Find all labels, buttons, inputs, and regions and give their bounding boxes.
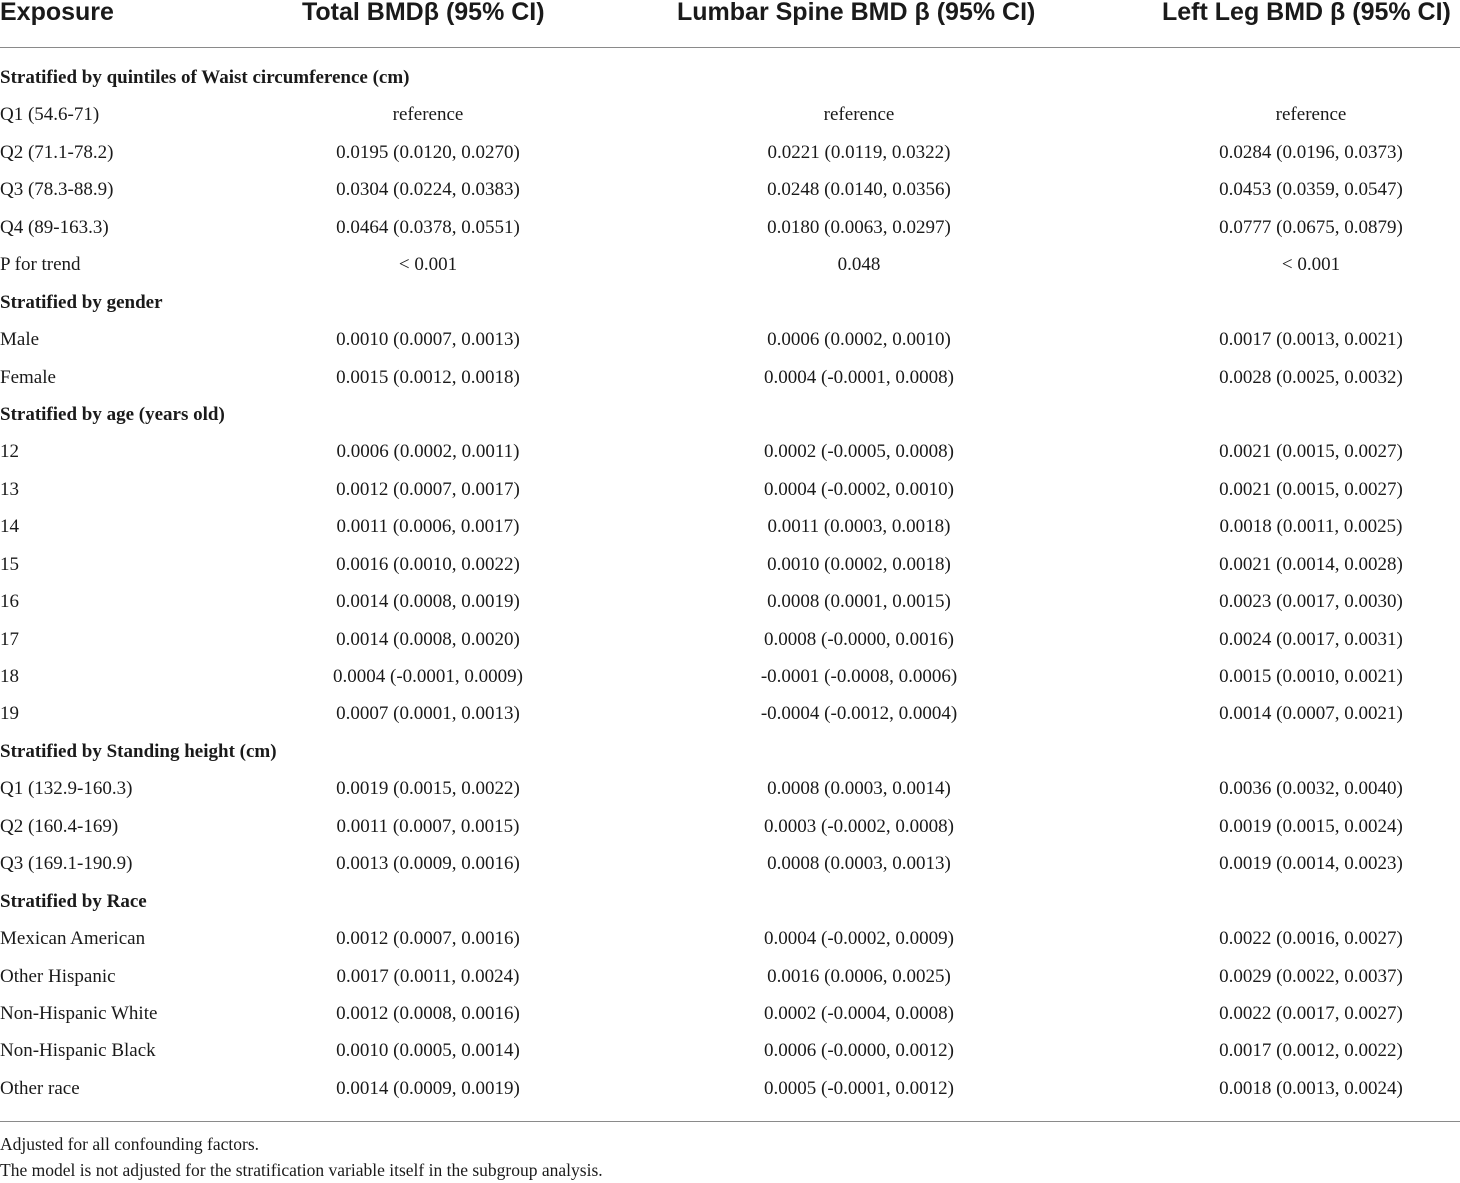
- total-bmd-value: 0.0012 (0.0008, 0.0016): [336, 1002, 520, 1024]
- lumbar-bmd-value: 0.0221 (0.0119, 0.0322): [767, 141, 951, 163]
- table-row: [0, 96, 1460, 133]
- left-leg-bmd-value: 0.0029 (0.0022, 0.0037): [1219, 965, 1403, 987]
- exposure-label: 17: [0, 628, 19, 650]
- left-leg-bmd-value: 0.0015 (0.0010, 0.0021): [1219, 666, 1403, 687]
- total-bmd-value: 0.0014 (0.0008, 0.0020): [336, 628, 520, 650]
- section-label: Stratified by quintiles of Waist circumference (cm): [0, 67, 410, 88]
- total-bmd-value: 0.0007 (0.0001, 0.0013): [336, 703, 520, 725]
- footnote-adjusted: Adjusted for all confounding factors.: [0, 1134, 260, 1154]
- lumbar-bmd-value: 0.0180 (0.0063, 0.0297): [767, 216, 951, 238]
- lumbar-bmd-value: 0.0008 (0.0003, 0.0014): [767, 778, 951, 800]
- lumbar-bmd-value: 0.0008 (-0.0000, 0.0016): [764, 628, 954, 650]
- total-bmd-value: 0.0010 (0.0007, 0.0013): [336, 329, 520, 351]
- lumbar-bmd-value: reference: [823, 104, 895, 126]
- exposure-label: 15: [0, 553, 19, 575]
- exposure-label: 19: [0, 703, 19, 725]
- table-row: [0, 546, 1460, 583]
- section-header-row: [0, 59, 1460, 96]
- lumbar-bmd-value: 0.0004 (-0.0002, 0.0009): [764, 928, 954, 950]
- table-header: [0, 0, 1460, 30]
- total-bmd-value: 0.0195 (0.0120, 0.0270): [336, 141, 520, 163]
- left-leg-bmd-value: 0.0018 (0.0013, 0.0024): [1219, 1077, 1403, 1099]
- table-row: [0, 134, 1460, 171]
- footnote-stratification: The model is not adjusted for the stratification variable itself in the subgroup analysis.: [0, 1160, 603, 1180]
- exposure-label: Q3 (169.1-190.9): [0, 853, 133, 875]
- total-bmd-value: 0.0015 (0.0012, 0.0018): [336, 366, 520, 388]
- section-header-row: [0, 284, 1460, 321]
- exposure-label: 13: [0, 478, 19, 500]
- header-lumbar-bmd: Lumbar Spine BMD β (95% CI): [677, 0, 1036, 26]
- lumbar-bmd-value: -0.0004 (-0.0012, 0.0004): [760, 703, 958, 725]
- lumbar-bmd-value: 0.0005 (-0.0001, 0.0012): [764, 1077, 954, 1099]
- total-bmd-value: < 0.001: [398, 254, 458, 276]
- table-row: [0, 770, 1460, 807]
- table-row: [0, 1032, 1460, 1069]
- lumbar-bmd-value: 0.0004 (-0.0001, 0.0008): [764, 366, 954, 388]
- table-body: [0, 59, 1460, 1107]
- table-row: [0, 658, 1460, 695]
- left-leg-bmd-value: 0.0019 (0.0014, 0.0023): [1219, 853, 1403, 875]
- table-row: [0, 995, 1460, 1032]
- total-bmd-value: 0.0010 (0.0005, 0.0014): [336, 1040, 520, 1062]
- lumbar-bmd-value: 0.0002 (-0.0005, 0.0008): [764, 441, 954, 463]
- lumbar-bmd-value: -0.0001 (-0.0008, 0.0006): [760, 666, 958, 687]
- total-bmd-value: 0.0004 (-0.0001, 0.0009): [333, 666, 523, 687]
- exposure-label: Non-Hispanic White: [0, 1002, 158, 1024]
- lumbar-bmd-value: 0.0010 (0.0002, 0.0018): [767, 553, 951, 575]
- lumbar-bmd-value: 0.0003 (-0.0002, 0.0008): [764, 815, 954, 837]
- left-leg-bmd-value: 0.0036 (0.0032, 0.0040): [1219, 778, 1403, 800]
- exposure-label: Q1 (132.9-160.3): [0, 778, 133, 800]
- exposure-label: 14: [0, 516, 19, 538]
- header-left-leg-bmd: Left Leg BMD β (95% CI): [1162, 0, 1451, 26]
- left-leg-bmd-value: 0.0018 (0.0011, 0.0025): [1219, 516, 1403, 538]
- left-leg-bmd-value: 0.0453 (0.0359, 0.0547): [1219, 179, 1403, 201]
- total-bmd-value: 0.0017 (0.0011, 0.0024): [336, 965, 520, 987]
- lumbar-bmd-value: 0.0016 (0.0006, 0.0025): [767, 965, 951, 987]
- left-leg-bmd-value: 0.0022 (0.0016, 0.0027): [1219, 928, 1403, 950]
- left-leg-bmd-value: 0.0284 (0.0196, 0.0373): [1219, 141, 1403, 163]
- table-row: [0, 433, 1460, 470]
- exposure-label: 18: [0, 666, 19, 687]
- left-leg-bmd-value: reference: [1275, 104, 1347, 126]
- table-footnotes: [0, 1131, 1460, 1183]
- left-leg-bmd-value: 0.0021 (0.0014, 0.0028): [1219, 553, 1403, 575]
- table-row: [0, 209, 1460, 246]
- lumbar-bmd-value: 0.0002 (-0.0004, 0.0008): [764, 1002, 954, 1024]
- exposure-label: Other Hispanic: [0, 965, 116, 987]
- exposure-label: Female: [0, 366, 56, 388]
- left-leg-bmd-value: 0.0019 (0.0015, 0.0024): [1219, 815, 1403, 837]
- section-label: Stratified by Race: [0, 890, 147, 912]
- header-total-bmd: Total BMDβ (95% CI): [302, 0, 545, 26]
- lumbar-bmd-value: 0.0006 (-0.0000, 0.0012): [764, 1040, 954, 1062]
- section-header-row: [0, 883, 1460, 920]
- exposure-label: 12: [0, 441, 19, 463]
- exposure-label: Other race: [0, 1077, 80, 1099]
- lumbar-bmd-value: 0.0004 (-0.0002, 0.0010): [764, 478, 954, 500]
- exposure-label: Q2 (160.4-169): [0, 815, 119, 837]
- section-label: Stratified by Standing height (cm): [0, 740, 277, 762]
- total-bmd-value: 0.0464 (0.0378, 0.0551): [336, 216, 520, 238]
- table-row: [0, 958, 1460, 995]
- table-row: [0, 1070, 1460, 1107]
- total-bmd-value: 0.0014 (0.0009, 0.0019): [336, 1077, 520, 1099]
- left-leg-bmd-value: 0.0021 (0.0015, 0.0027): [1219, 478, 1403, 500]
- exposure-label: P for trend: [0, 254, 81, 276]
- left-leg-bmd-value: 0.0023 (0.0017, 0.0030): [1219, 591, 1403, 613]
- total-bmd-value: 0.0019 (0.0015, 0.0022): [336, 778, 520, 800]
- table-row: [0, 845, 1460, 882]
- lumbar-bmd-value: 0.0008 (0.0001, 0.0015): [767, 591, 951, 613]
- total-bmd-value: 0.0011 (0.0007, 0.0015): [336, 815, 520, 837]
- table-row: [0, 920, 1460, 957]
- lumbar-bmd-value: 0.048: [837, 254, 881, 276]
- table-row: [0, 621, 1460, 658]
- left-leg-bmd-value: 0.0777 (0.0675, 0.0879): [1219, 216, 1403, 238]
- exposure-label: Q3 (78.3-88.9): [0, 179, 114, 201]
- table-row: [0, 808, 1460, 845]
- total-bmd-value: reference: [392, 104, 464, 126]
- left-leg-bmd-value: 0.0014 (0.0007, 0.0021): [1219, 703, 1403, 725]
- header-divider: [0, 47, 1460, 48]
- total-bmd-value: 0.0016 (0.0010, 0.0022): [336, 553, 520, 575]
- section-header-row: [0, 733, 1460, 770]
- total-bmd-value: 0.0304 (0.0224, 0.0383): [336, 179, 520, 201]
- exposure-label: Q4 (89-163.3): [0, 216, 109, 238]
- table-row: [0, 246, 1460, 283]
- exposure-label: Mexican American: [0, 928, 146, 950]
- lumbar-bmd-value: 0.0008 (0.0003, 0.0013): [767, 853, 951, 875]
- left-leg-bmd-value: 0.0017 (0.0013, 0.0021): [1219, 329, 1403, 351]
- total-bmd-value: 0.0012 (0.0007, 0.0016): [336, 928, 520, 950]
- table-row: [0, 695, 1460, 732]
- section-label: Stratified by age (years old): [0, 403, 225, 425]
- table-row: [0, 171, 1460, 208]
- table-row: [0, 321, 1460, 358]
- table-row: [0, 359, 1460, 396]
- total-bmd-value: 0.0006 (0.0002, 0.0011): [336, 441, 520, 463]
- left-leg-bmd-value: < 0.001: [1281, 254, 1341, 276]
- left-leg-bmd-value: 0.0024 (0.0017, 0.0031): [1219, 628, 1403, 650]
- table-bottom-divider: [0, 1121, 1460, 1122]
- table-row: [0, 471, 1460, 508]
- left-leg-bmd-value: 0.0022 (0.0017, 0.0027): [1219, 1002, 1403, 1024]
- left-leg-bmd-value: 0.0028 (0.0025, 0.0032): [1219, 366, 1403, 388]
- exposure-label: Non-Hispanic Black: [0, 1040, 156, 1062]
- left-leg-bmd-value: 0.0017 (0.0012, 0.0022): [1219, 1040, 1403, 1062]
- total-bmd-value: 0.0013 (0.0009, 0.0016): [336, 853, 520, 875]
- section-label: Stratified by gender: [0, 291, 163, 313]
- left-leg-bmd-value: 0.0021 (0.0015, 0.0027): [1219, 441, 1403, 463]
- exposure-label: Male: [0, 329, 40, 351]
- lumbar-bmd-value: 0.0006 (0.0002, 0.0010): [767, 329, 951, 351]
- exposure-label: Q1 (54.6-71): [0, 104, 100, 126]
- exposure-label: 16: [0, 591, 19, 613]
- total-bmd-value: 0.0014 (0.0008, 0.0019): [336, 591, 520, 613]
- total-bmd-value: 0.0011 (0.0006, 0.0017): [336, 516, 520, 538]
- lumbar-bmd-value: 0.0011 (0.0003, 0.0018): [767, 516, 951, 538]
- header-exposure: Exposure: [0, 0, 114, 26]
- table-row: [0, 583, 1460, 620]
- total-bmd-value: 0.0012 (0.0007, 0.0017): [336, 478, 520, 500]
- table-row: [0, 508, 1460, 545]
- section-header-row: [0, 396, 1460, 433]
- exposure-label: Q2 (71.1-78.2): [0, 141, 114, 163]
- lumbar-bmd-value: 0.0248 (0.0140, 0.0356): [767, 179, 951, 201]
